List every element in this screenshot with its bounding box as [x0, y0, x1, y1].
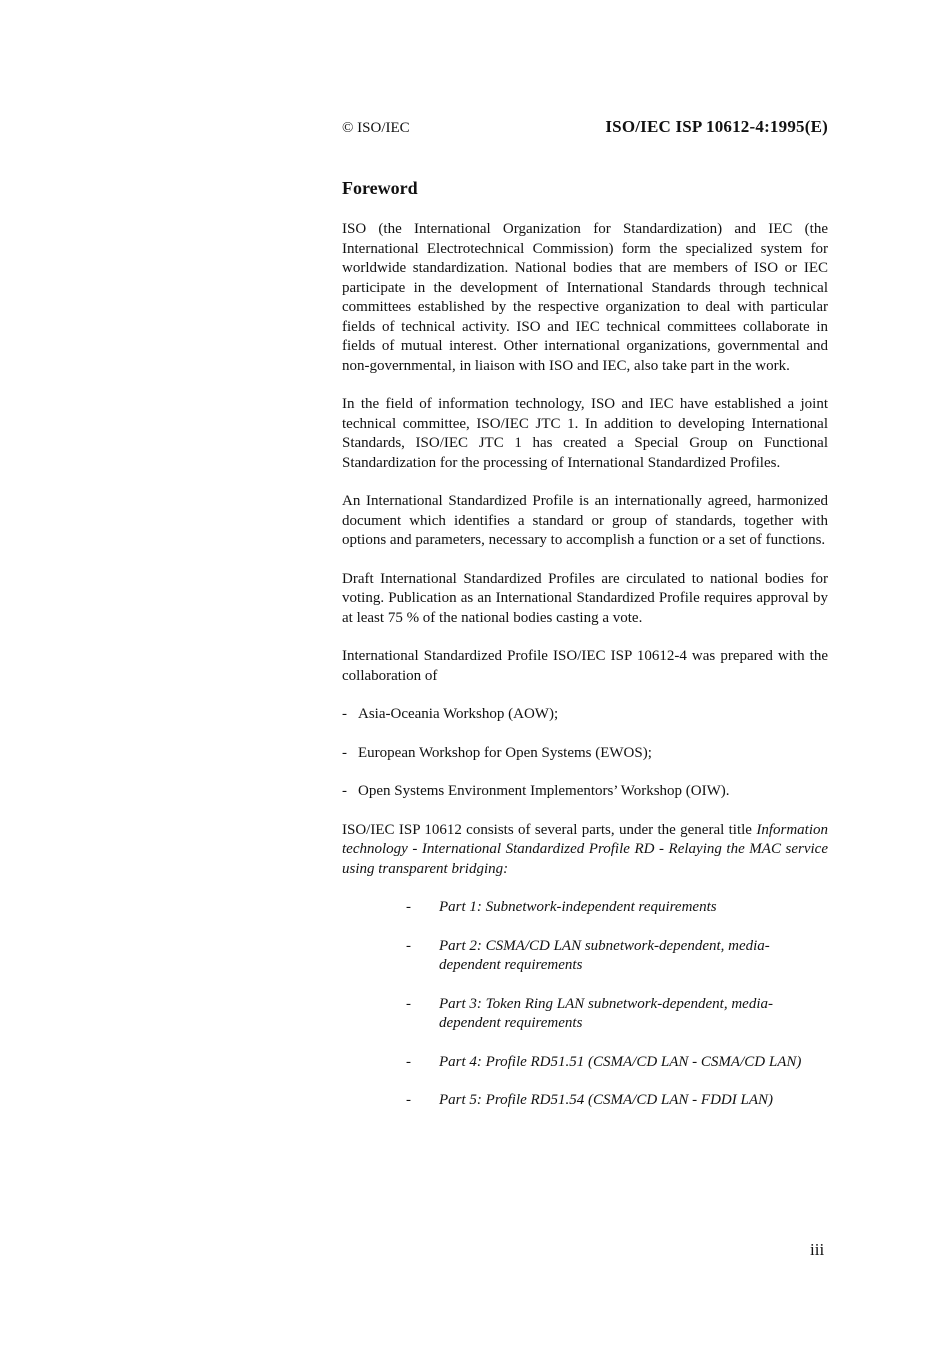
paragraph: An International Standardized Profile is an internationally agreed, harmonized document which identifies a standard or group of standards, together with options and parameters, necessary to accomplish a function or a set of functions.	[342, 493, 828, 548]
paragraph: International Standardized Profile ISO/IEC ISP 10612-4 was prepared with the collaboration of	[342, 648, 828, 684]
part-item: - Part 4: Profile RD51.51 (CSMA/CD LAN - CSMA/CD LAN)	[406, 1053, 809, 1073]
list-item: - Open Systems Environment Implementors’ Workshop (OIW).	[342, 782, 828, 802]
copyright-notice: © ISO/IEC	[342, 120, 410, 136]
paragraph: In the field of information technology, ISO and IEC have established a joint technical committee, ISO/IEC JTC 1. In addition to developing International Standards, ISO/IEC JTC 1 has created a Special Group on Functional Standardization for the processing of International Standardized Profiles.	[342, 396, 828, 471]
part-item: - Part 1: Subnetwork-independent requirements	[406, 898, 809, 918]
parts-list	[342, 898, 828, 1111]
foreword-body	[342, 220, 828, 1130]
page-header	[342, 117, 828, 141]
document-identifier: ISO/IEC ISP 10612-4:1995(E)	[605, 117, 828, 136]
list-item: - Asia-Oceania Workshop (AOW);	[342, 705, 828, 725]
parts-intro: ISO/IEC ISP 10612 consists of several parts, under the general title	[342, 821, 752, 838]
part-item: - Part 3: Token Ring LAN subnetwork-dependent, media-dependent requirements	[406, 995, 809, 1034]
paragraph: ISO (the International Organization for Standardization) and IEC (the International Electrotechnical Commission) form the specialized system for worldwide standardization. National bodies that are members of ISO or IEC participate in the development of International Standards through technical committees established by the respective organization to deal with particular fields of technical activity. ISO and IEC technical committees collaborate in fields of mutual interest. Other international organizations, governmental and non-governmental, in liaison with ISO and IEC, also take part in the work.	[342, 221, 828, 374]
part-item: - Part 2: CSMA/CD LAN subnetwork-dependent, media-dependent requirements	[406, 937, 809, 976]
section-heading: Foreword	[342, 178, 418, 198]
parts-paragraph	[342, 821, 828, 880]
page-number: iii	[810, 1240, 825, 1259]
part-item: - Part 5: Profile RD51.54 (CSMA/CD LAN - FDDI LAN)	[406, 1091, 809, 1111]
document-page	[342, 117, 828, 1108]
parts-general-title: Information technology - International Standardized Profile RD - Relaying the MAC service using transparent bridging:	[342, 821, 828, 877]
list-item: - European Workshop for Open Systems (EWOS);	[342, 744, 828, 764]
workshop-list	[342, 705, 828, 802]
paragraph: Draft International Standardized Profiles are circulated to national bodies for voting. Publication as an International Standardized Profile requires approval by at least 75 % of the national bodies casting a vote.	[342, 570, 828, 626]
